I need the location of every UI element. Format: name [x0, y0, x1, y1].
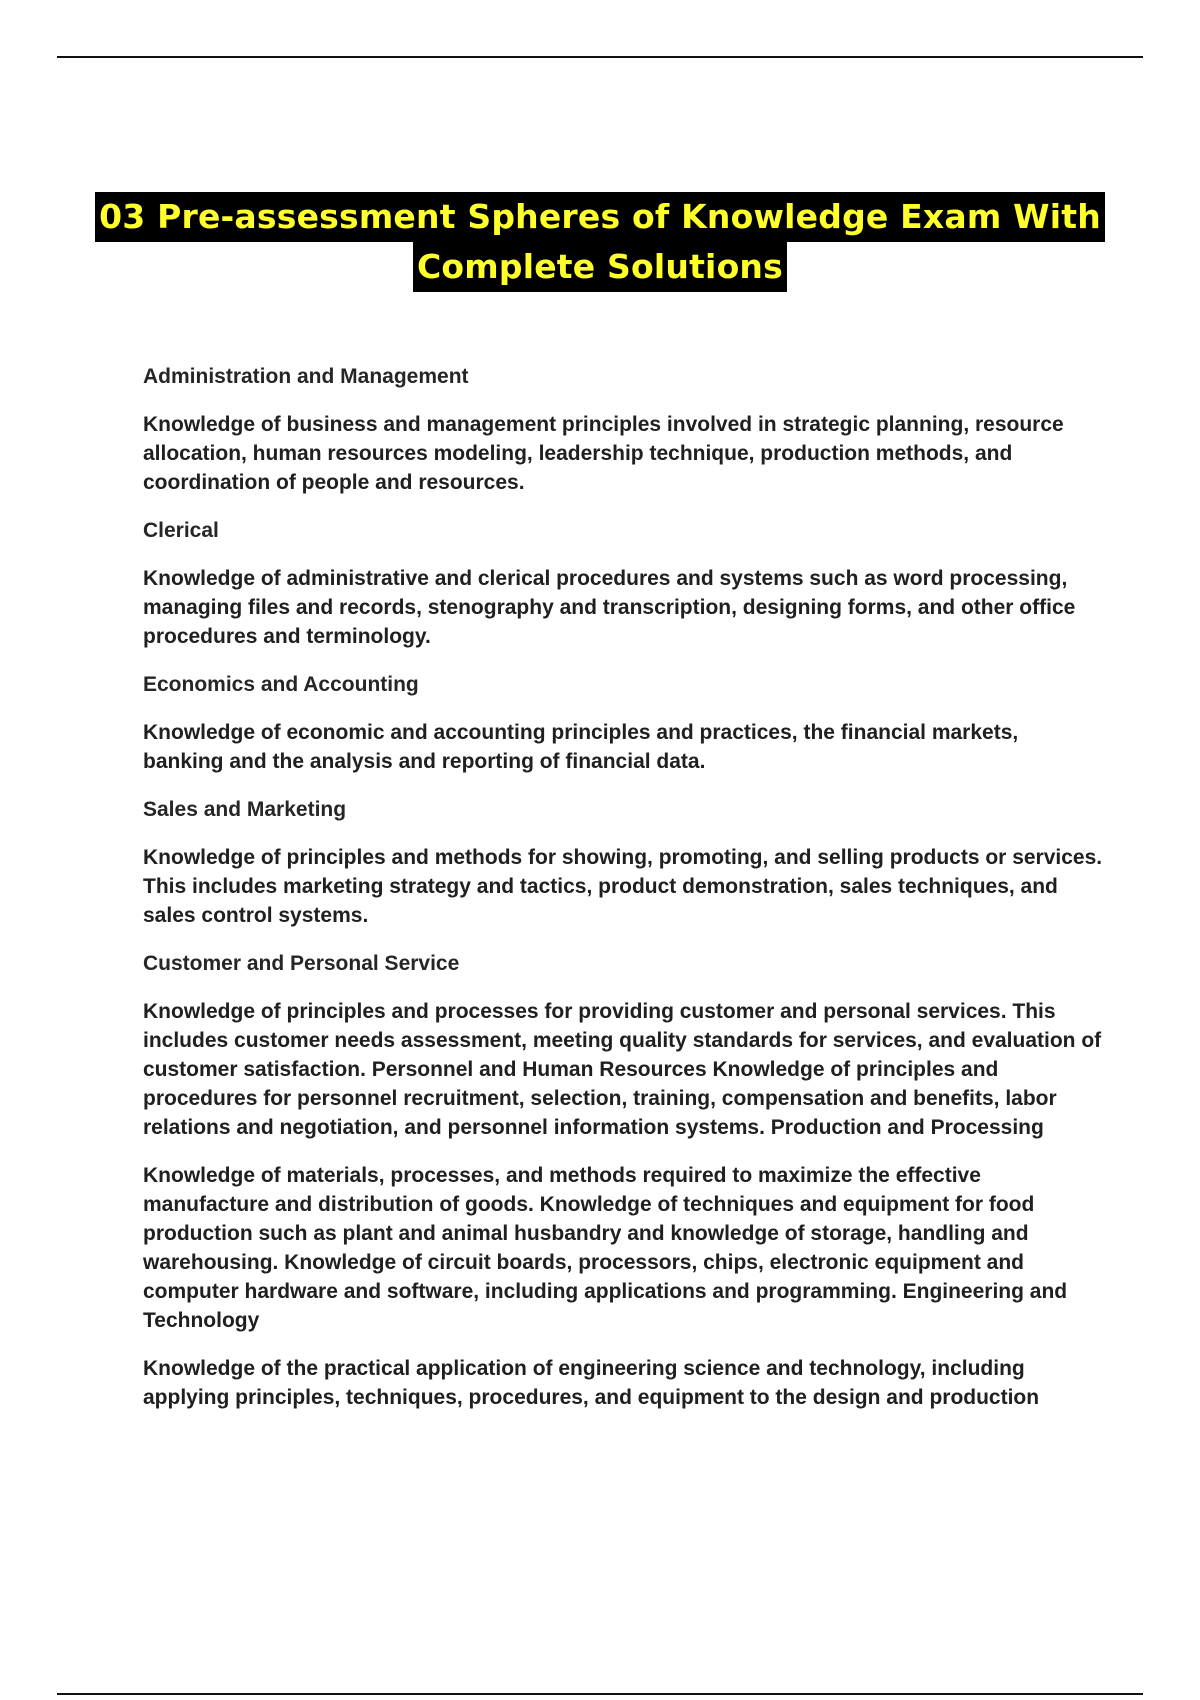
title-line-1: 03 Pre-assessment Spheres of Knowledge Exam With [95, 192, 1105, 242]
section-heading: Administration and Management [143, 365, 469, 388]
section-paragraph: Knowledge of materials, processes, and methods required to maximize the effective manufacture and distribution of goods. Knowledge of techniques and equipment for food production such as plant and animal husbandry and knowledge of storage, handling and warehousing. Knowledge of circuit boards, processors, chips, electronic equipment and computer hardware and software, including applications and programming. Engineering and Technology [143, 1164, 1068, 1332]
document-body [143, 362, 1103, 1431]
section-paragraph: Knowledge of business and management principles involved in strategic planning, resource allocation, human resources modeling, leadership technique, production methods, and coordination of people and resources. [143, 413, 1064, 494]
section-heading: Customer and Personal Service [143, 952, 460, 975]
document-title [0, 192, 1200, 292]
section-heading: Sales and Marketing [143, 798, 347, 821]
section-paragraph: Knowledge of the practical application of engineering science and technology, including applying principles, techniques, procedures, and equipment to the design and production [143, 1357, 1040, 1409]
bottom-divider [57, 1693, 1143, 1695]
section-heading: Clerical [143, 519, 219, 542]
section-paragraph: Knowledge of principles and processes for providing customer and personal services. This includes customer needs assessment, meeting quality standards for services, and evaluation of customer satisfaction. Personnel and Human Resources Knowledge of principles and procedures for personnel recruitment, selection, training, compensation and benefits, labor relations and negotiation, and personnel information systems. Production and Processing [143, 1000, 1102, 1139]
section-paragraph: Knowledge of economic and accounting principles and practices, the financial markets, banking and the analysis and reporting of financial data. [143, 721, 1019, 773]
section-heading: Economics and Accounting [143, 673, 419, 696]
section-paragraph: Knowledge of principles and methods for showing, promoting, and selling products or services. This includes marketing strategy and tactics, product demonstration, sales techniques, and sales control systems. [143, 846, 1103, 927]
title-line-2: Complete Solutions [413, 242, 787, 292]
top-divider [57, 56, 1143, 58]
section-paragraph: Knowledge of administrative and clerical procedures and systems such as word processing, managing files and records, stenography and transcription, designing forms, and other office procedures and terminology. [143, 567, 1076, 648]
